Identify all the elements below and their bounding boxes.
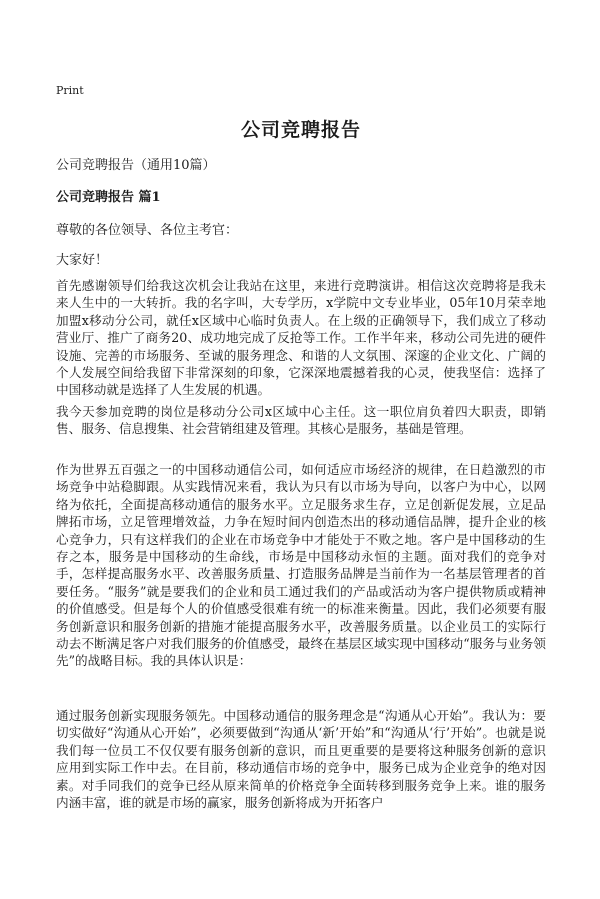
salutation: 尊敬的各位领导、各位主考官： (56, 223, 239, 238)
paragraph-1: 首先感谢领导们给我这次机会让我站在这里，来进行竞聘演讲。相信这次竞聘将是我未来人生中的一大转折。我的名字叫，大专学历，x学院中文专业毕业，05年10月荣幸地加盟x移动分公司，就任x区域中心临时负责人。在上级的正确领导下，我们成立了移动营业厅、推广了商务20、成功地完成了反抢等工作。工作半年来，移动公司先进的硬件设施、完善的市场服务、至诚的服务理念、和谐的人文氛围、深邃的企业文化、广阔的个人发展空间给我留下非常深刻的印象，它深深地震撼着我的心灵，使我坚信：选择了中国移动就是选择了人生发展的机遇。 (56, 278, 546, 398)
greeting: 大家好！ (56, 253, 109, 268)
paragraph-2: 我今天参加竞聘的岗位是移动分公司x区域中心主任。这一职位肩负着四大职责，即销售、服务、信息搜集、社会营销组建及管理。其核心是服务，基础是管理。 (56, 404, 546, 437)
page-title: 公司竞聘报告 (240, 119, 361, 141)
paragraph-4: 通过服务创新实现服务领先。中国移动通信的服务理念是“沟通从心开始”。我认为：要切实做好“沟通从心开始”，必须要做到“沟通从‘新’开始”和“沟通从‘行’开始”。也就是说我们每一位员工不仅仅要有服务创新的意识，而且更重要的是要将这种服务创新的意识应用到实际工作中去。在目前，移动通信市场的竞争中，服务已成为企业竞争的绝对因素。对手同我们的竞争已经从原来简单的价格竞争全面转移到服务竞争上来。谁的服务内涵丰富，谁的就是市场的赢家，服务创新将成为开拓客户 (56, 708, 546, 811)
paragraph-3: 作为世界五百强之一的中国移动通信公司，如何适应市场经济的规律，在日趋激烈的市场竞争中站稳脚跟。从实践情况来看，我认为只有以市场为导向，以客户为中心，以网络为依托，全面提高移动通信的服务水平。立足服务求生存，立足创新促发展，立足品牌拓市场，立足管理增效益，力争在短时间内创造杰出的移动通信品牌，提升企业的核心竞争力，只有这样我们的企业在市场竞争中才能处于不败之地。客户是中国移动的生存之本，服务是中国移动的生命线，市场是中国移动永恒的主题。面对我们的竞争对手，怎样提高服务水平、改善服务质量、打造服务品牌是当前作为一名基层管理者的首要任务。“服务”就是要我们的企业和员工通过我们的产品或活动为客户提供物质或精神的价值感受。但是每个人的价值感受很难有统一的标准来衡量。因此，我们必须要有服务创新意识和服务创新的措施才能提高服务水平，改善服务质量。以企业员工的实际行动去不断满足客户对我们服务的价值感受，最终在基层区域实现中国移动“服务与业务领先”的战略目标。我的具体认识是： (56, 462, 546, 669)
section-heading: 公司竞聘报告 篇1 (56, 190, 161, 205)
print-label: Print (56, 84, 84, 97)
document-subtitle: 公司竞聘报告（通用10篇） (56, 158, 216, 173)
